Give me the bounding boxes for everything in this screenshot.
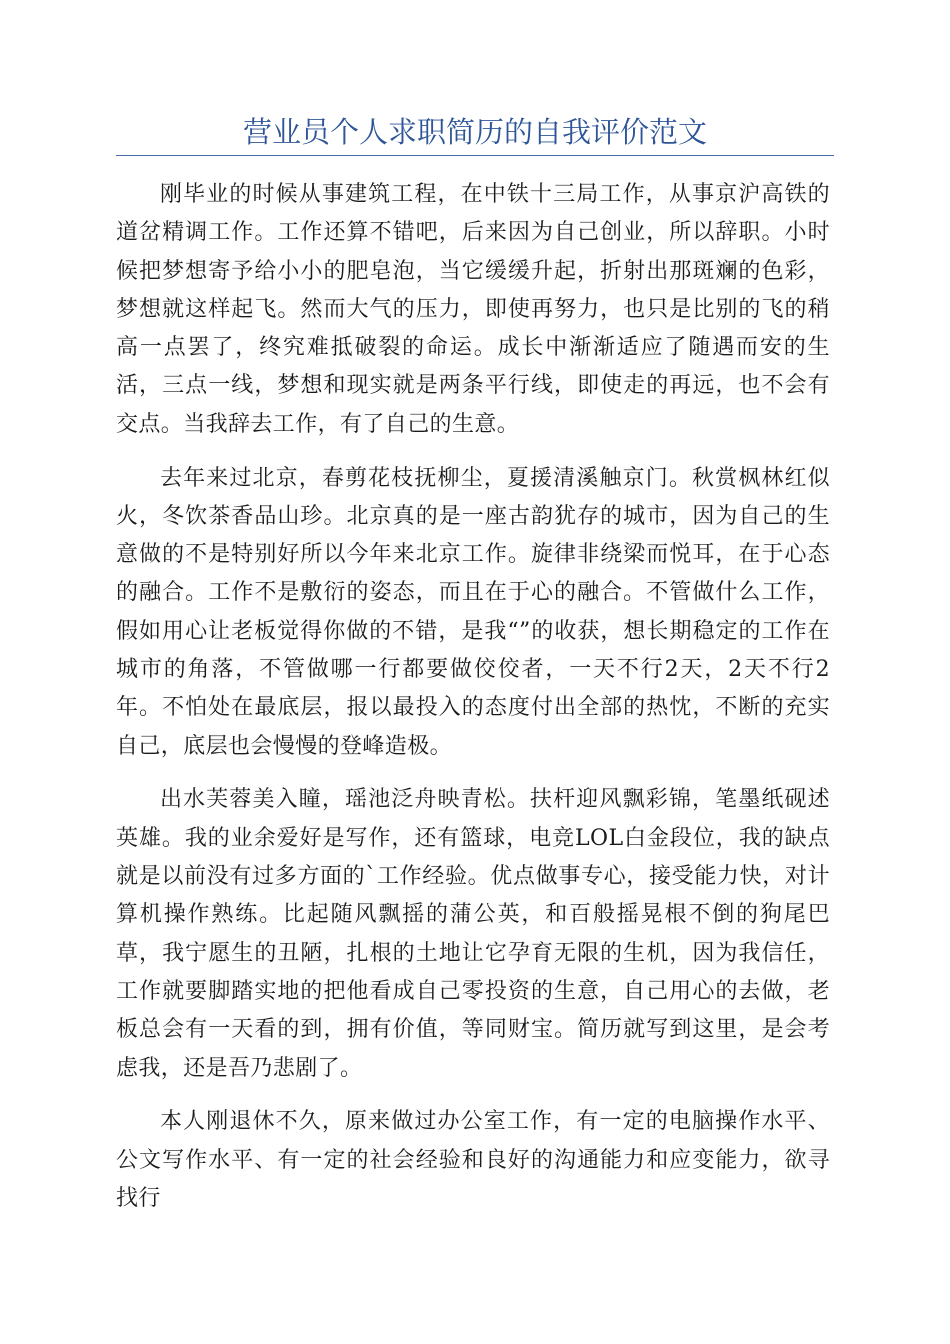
document-body bbox=[116, 176, 830, 1234]
paragraph-1: 刚毕业的时候从事建筑工程，在中铁十三局工作，从事京沪高铁的道岔精调工作。工作还算不错吧，后来因为自己创业，所以辞职。小时候把梦想寄予给小小的肥皂泡，当它缓缓升起，折射出那斑斓的色彩，梦想就这样起飞。然而大气的压力，即使再努力，也只是比别的飞的稍高一点罢了，终究难抵破裂的命运。成长中渐渐适应了随遇而安的生活，三点一线，梦想和现实就是两条平行线，即使走的再远，也不会有交点。当我辞去工作，有了自己的生意。 bbox=[116, 182, 830, 437]
document-title: 营业员个人求职简历的自我评价范文 bbox=[242, 115, 707, 149]
paragraph-3: 出水芙蓉美入瞳，瑶池泛舟映青松。扶杆迎风飘彩锦，笔墨纸砚述英雄。我的业余爱好是写作，还有篮球，电竞LOL白金段位，我的缺点就是以前没有过多方面的`工作经验。优点做事专心，接受能力快，对计算机操作熟练。比起随风飘摇的蒲公英，和百般摇晃根不倒的狗尾巴草，我宁愿生的丑陋，扎根的土地让它孕育无限的生机，因为我信任，工作就要脚踏实地的把他看成自己零投资的生意，自己用心的去做，老板总会有一天看的到，拥有价值，等同财宝。简历就写到这里，是会考虑我，还是吾乃悲剧了。 bbox=[116, 787, 830, 1081]
paragraph-4: 本人刚退休不久，原来做过办公室工作，有一定的电脑操作水平、公文写作水平、有一定的社会经验和良好的沟通能力和应变能力，欲寻找行 bbox=[116, 1109, 830, 1211]
title-underline bbox=[116, 155, 834, 156]
paragraph-2: 去年来过北京，春剪花枝抚柳尘，夏援清溪触京门。秋赏枫林红似火，冬饮茶香品山珍。北京真的是一座古韵犹存的城市，因为自己的生意做的不是特别好所以今年来北京工作。旋律非绕梁而悦耳，在于心态的融合。工作不是敷衍的姿态，而且在于心的融合。不管做什么工作，假如用心让老板觉得你做的不错，是我“”的收获，想长期稳定的工作在城市的角落，不管做哪一行都要做佼佼者，一天不行2天，2天不行2年。不怕处在最底层，报以最投入的态度付出全部的热忱，不断的充实自己，底层也会慢慢的登峰造极。 bbox=[116, 465, 830, 759]
